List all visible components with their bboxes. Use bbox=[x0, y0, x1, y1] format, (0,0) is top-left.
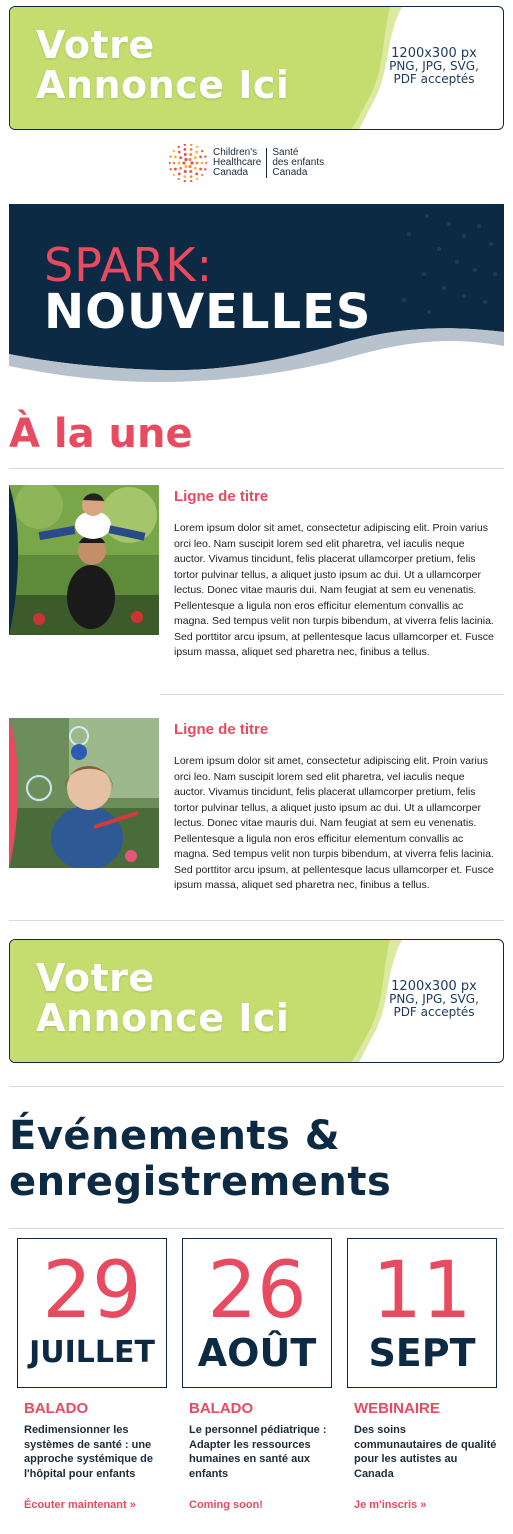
story-photo bbox=[9, 718, 159, 868]
event-type: BALADO bbox=[189, 1400, 254, 1417]
event-type: BALADO bbox=[24, 1400, 89, 1417]
divider bbox=[9, 468, 504, 469]
event-cta-link[interactable]: Je m'inscris » bbox=[354, 1499, 427, 1511]
chc-logo[interactable] bbox=[169, 141, 324, 185]
event-date-box bbox=[17, 1238, 167, 1388]
event-cta-link[interactable]: Écouter maintenant » bbox=[24, 1499, 136, 1511]
event-description: Le personnel pédiatrique : Adapter les ressources humaines en santé aux enfants bbox=[189, 1424, 327, 1480]
story-body: Lorem ipsum dolor sit amet, consectetur adipiscing elit. Proin varius orci leo. Nam suscipit lorem sed elit pharetra, vel iaculis neque auctor. Vivamus tincidunt, felis placerat ullamcorper pretium, felis tortor pulvinar tellus, a aliquet justo ipsum ac dui. Ut a ullamcorper lectus. Donec vitae mauris dui. Nam feugiat at sem eu venenatis. Pellentesque a ligula non eros efficitur elementum convallis ac magna. Sed tempus velit non turpis bibendum, at viverra felis lacinia. Sed porttitor arcu ipsum, at pellentesque lacus ullamcorper et. Fusce ipsum massa, aliquet sed pharetra nec, finibus a tellus. bbox=[174, 755, 494, 891]
event-card[interactable] bbox=[182, 1238, 332, 1511]
story-title[interactable]: Ligne de titre bbox=[174, 488, 269, 505]
hero-title-line1: SPARK: bbox=[44, 238, 214, 292]
event-day: 11 bbox=[372, 1246, 472, 1336]
event-description: Redimensionner les systèmes de santé : une approche systémique de l'hôpital pour enfants bbox=[24, 1424, 153, 1480]
logo-text: Children's Healthcare Canada Santé des enfants Canada bbox=[213, 147, 325, 178]
hero-banner bbox=[9, 204, 504, 384]
event-date-box bbox=[347, 1238, 497, 1388]
divider bbox=[9, 920, 504, 921]
story-title[interactable]: Ligne de titre bbox=[174, 721, 269, 738]
story-body: Lorem ipsum dolor sit amet, consectetur adipiscing elit. Proin varius orci leo. Nam suscipit lorem sed elit pharetra, vel iaculis neque auctor. Vivamus tincidunt, felis placerat ullamcorper pretium, felis tortor pulvinar tellus, a aliquet justo ipsum ac dui. Ut a ullamcorper lectus. Donec vitae mauris dui. Nam feugiat at sem eu venenatis. Pellentesque a ligula non eros efficitur elementum convallis ac magna. Sed tempus velit non turpis bibendum, at viverra felis lacinia. Sed porttitor arcu ipsum, at pellentesque lacus ullamcorper et. Fusce ipsum massa, aliquet sed pharetra nec, finibus a tellus. bbox=[174, 522, 494, 658]
ad-title: Votre Annonce Ici bbox=[36, 23, 290, 107]
event-cta-link[interactable]: Coming soon! bbox=[189, 1499, 263, 1511]
hero-title-line2: NOUVELLES bbox=[44, 284, 372, 340]
event-day: 29 bbox=[42, 1246, 142, 1336]
events-heading: Événements & enregistrements bbox=[9, 1113, 392, 1205]
event-month: JUILLET bbox=[29, 1335, 155, 1370]
event-card[interactable] bbox=[347, 1238, 497, 1511]
event-month: SEPT bbox=[368, 1331, 476, 1375]
story-photo bbox=[9, 485, 159, 635]
event-day: 26 bbox=[207, 1246, 307, 1336]
event-type: WEBINAIRE bbox=[354, 1400, 440, 1417]
divider bbox=[9, 1228, 504, 1229]
event-card[interactable] bbox=[17, 1238, 167, 1511]
featured-heading: À la une bbox=[9, 411, 193, 457]
divider bbox=[160, 694, 504, 695]
ad-title: Votre Annonce Ici bbox=[36, 956, 290, 1040]
sun-dots-logo-icon bbox=[169, 144, 207, 182]
ad-banner-middle[interactable] bbox=[9, 939, 504, 1063]
ad-size-info: 1200x300 px PNG, JPG, SVG, PDF acceptés bbox=[389, 979, 479, 1019]
event-date-box bbox=[182, 1238, 332, 1388]
story-item[interactable] bbox=[9, 485, 504, 665]
story-item[interactable] bbox=[9, 718, 504, 898]
ad-banner-top[interactable] bbox=[9, 6, 504, 130]
ad-size-info: 1200x300 px PNG, JPG, SVG, PDF acceptés bbox=[389, 46, 479, 86]
event-description: Des soins communautaires de qualité pour les autistes au Canada bbox=[354, 1424, 497, 1480]
event-month: AOÛT bbox=[197, 1331, 317, 1375]
divider bbox=[9, 1086, 504, 1087]
